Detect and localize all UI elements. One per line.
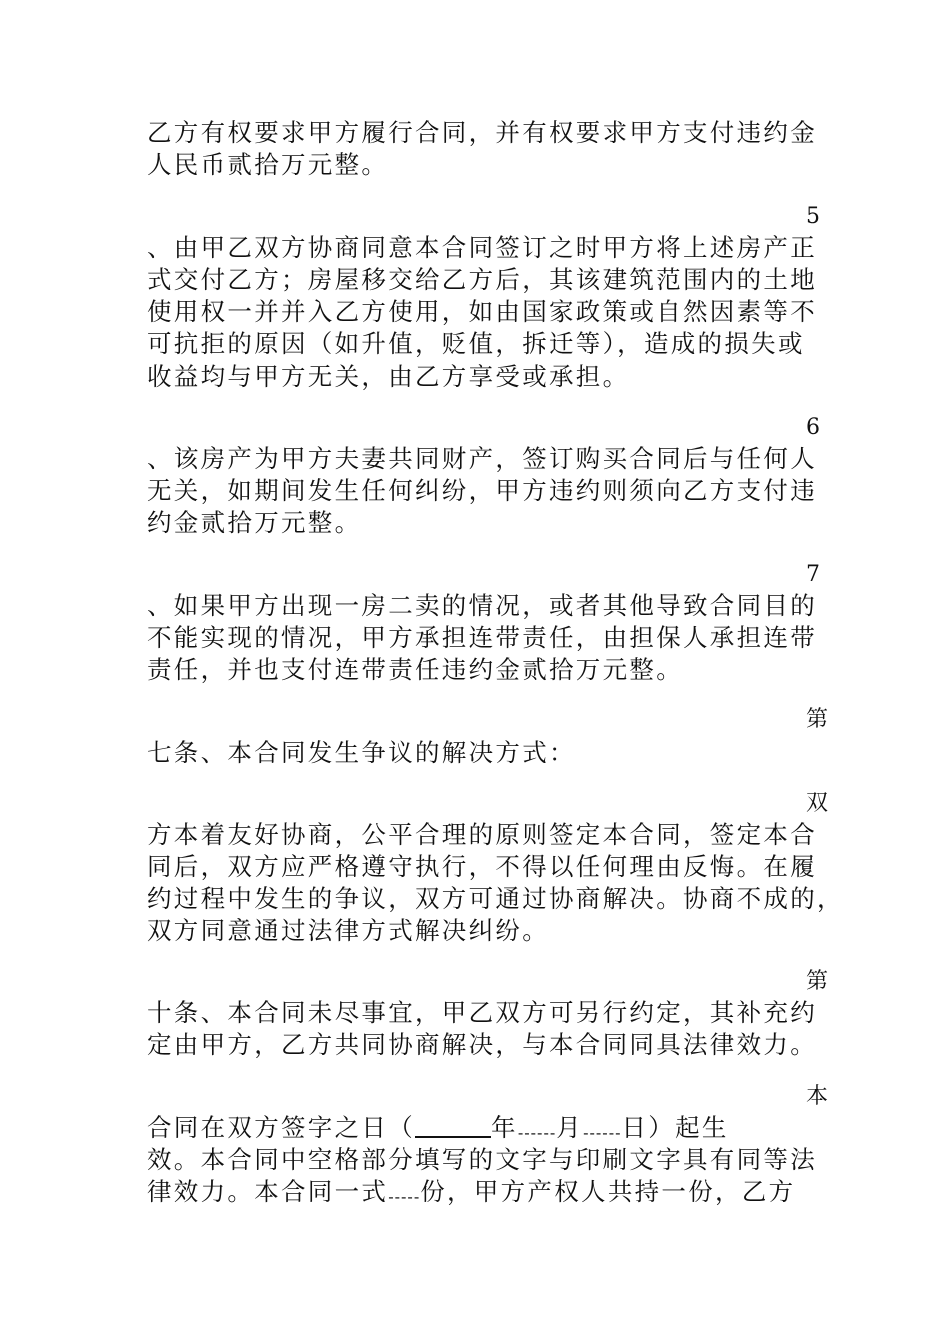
paragraph-line: 收益均与甲方无关，由乙方享受或承担。 <box>147 362 630 391</box>
year-label: 年 <box>491 1113 518 1142</box>
paragraph-line: 、如果甲方出现一房二卖的情况，或者其他导致合同目的 <box>147 591 817 620</box>
paragraph-line: 使用权一并并入乙方使用，如由国家政策或自然因素等不 <box>147 297 817 326</box>
month-label: 月 <box>556 1113 584 1142</box>
paragraph-line <box>147 1176 795 1213</box>
clause-number: 6 <box>806 415 820 440</box>
article-heading: 七条、本合同发生争议的解决方式： <box>147 738 576 767</box>
month-blank: ------ <box>517 1123 557 1142</box>
paragraph-line: 责任，并也支付连带责任违约金贰拾万元整。 <box>147 655 683 684</box>
day-blank: ------ <box>583 1123 622 1142</box>
paragraph-line: 约金贰拾万元整。 <box>147 508 362 537</box>
paragraph-line: 约过程中发生的争议，双方可通过协商解决。协商不成的， <box>147 884 844 913</box>
paragraph-line: 方本着友好协商，公平合理的原则签定本合同，签定本合 <box>147 820 817 849</box>
paragraph-line: 同后，双方应严格遵守执行，不得以任何理由反悔。在履 <box>147 852 817 881</box>
article-marker: 第 <box>806 707 829 732</box>
paragraph-marker: 本 <box>806 1084 829 1109</box>
paragraph-line: 十条、本合同未尽事宜，甲乙双方可另行约定，其补充约 <box>147 998 817 1027</box>
article-marker: 第 <box>806 969 829 994</box>
paragraph-line: 无关，如期间发生任何纠纷，甲方违约则须向乙方支付违 <box>147 476 817 505</box>
paragraph-line: 、该房产为甲方夫妻共同财产，签订购买合同后与任何人 <box>147 444 817 473</box>
paragraph-line: 定由甲方，乙方共同协商解决，与本合同同具法律效力。 <box>147 1030 817 1059</box>
clause-number: 5 <box>806 204 820 229</box>
paragraph-line: 效。本合同中空格部分填写的文字与印刷文字具有同等法 <box>147 1145 817 1174</box>
paragraph-line: 人民币贰拾万元整。 <box>147 150 389 179</box>
paragraph-line: 、由甲乙双方协商同意本合同签订之时甲方将上述房产正 <box>147 233 817 262</box>
copies-blank: ----- <box>388 1187 421 1206</box>
copies-text-prefix: 律效力。本合同一式 <box>147 1177 389 1206</box>
paragraph-line: 乙方有权要求甲方履行合同，并有权要求甲方支付违约金 <box>147 118 817 147</box>
paragraph-line: 双方同意通过法律方式解决纠纷。 <box>147 916 549 945</box>
clause-number: 7 <box>806 562 820 587</box>
effect-text-suffix: 日）起生 <box>621 1113 729 1142</box>
paragraph-marker: 双 <box>806 791 829 816</box>
copies-text-suffix: 份，甲方产权人共持一份，乙方 <box>420 1177 796 1206</box>
paragraph-line: 式交付乙方；房屋移交给乙方后，其该建筑范围内的土地 <box>147 265 817 294</box>
year-blank <box>415 1114 491 1138</box>
paragraph-line: 不能实现的情况，甲方承担连带责任，由担保人承担连带 <box>147 623 817 652</box>
paragraph-line: 可抗拒的原因（如升值，贬值，拆迁等），造成的损失或 <box>147 329 805 358</box>
effect-text-prefix: 合同在双方签字之日（ <box>147 1113 415 1142</box>
